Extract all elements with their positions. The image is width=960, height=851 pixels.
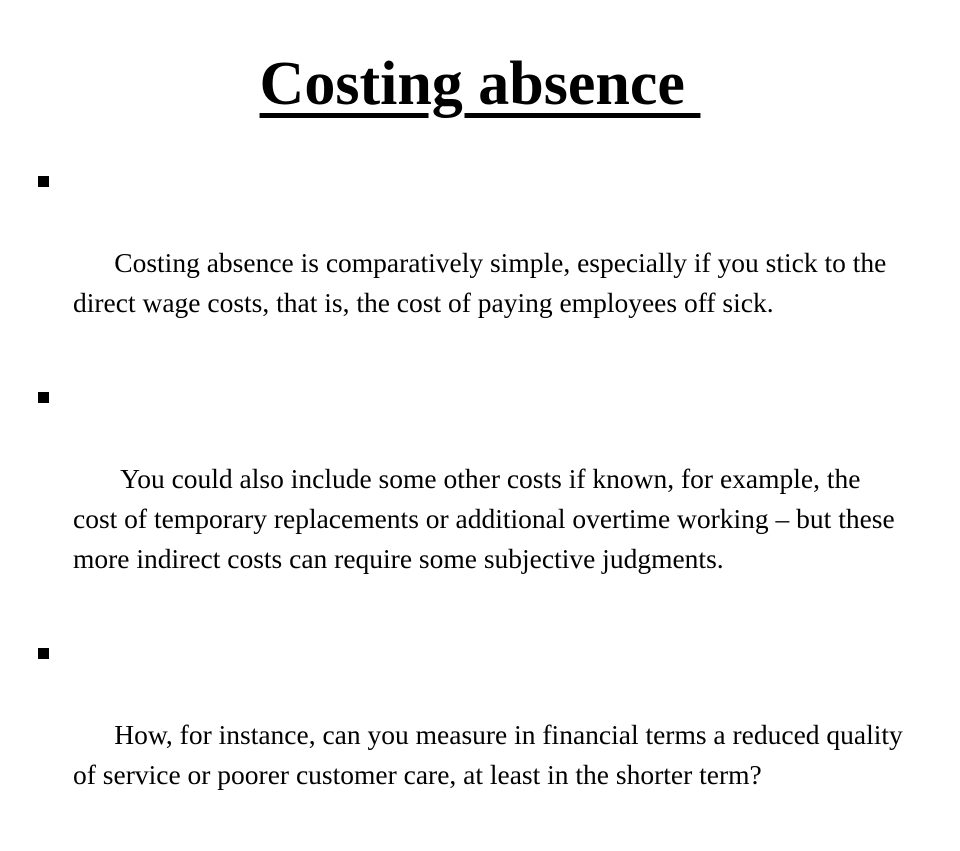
square-bullet-icon — [38, 176, 49, 187]
bullet-item — [36, 635, 910, 835]
slide-title: Costing absence — [259, 50, 701, 118]
bullet-text: How, for instance, can you measure in financial terms a reduced quality of service or poorer customer care, at least in the shorter term? — [73, 719, 910, 790]
bullet-text: You could also include some other costs if known, for example, the cost of temporary replacements or additional overtime working – but these more indirect costs can require some subjective judgments. — [73, 463, 902, 574]
square-bullet-icon — [38, 392, 49, 403]
bullet-item — [36, 379, 906, 619]
bullet-text: Costing absence is comparatively simple, especially if you stick to the direct wage costs, that is, the cost of paying employees off sick. — [73, 247, 894, 318]
bullet-item — [36, 163, 906, 363]
bullet-list — [36, 163, 910, 851]
square-bullet-icon — [38, 648, 49, 659]
